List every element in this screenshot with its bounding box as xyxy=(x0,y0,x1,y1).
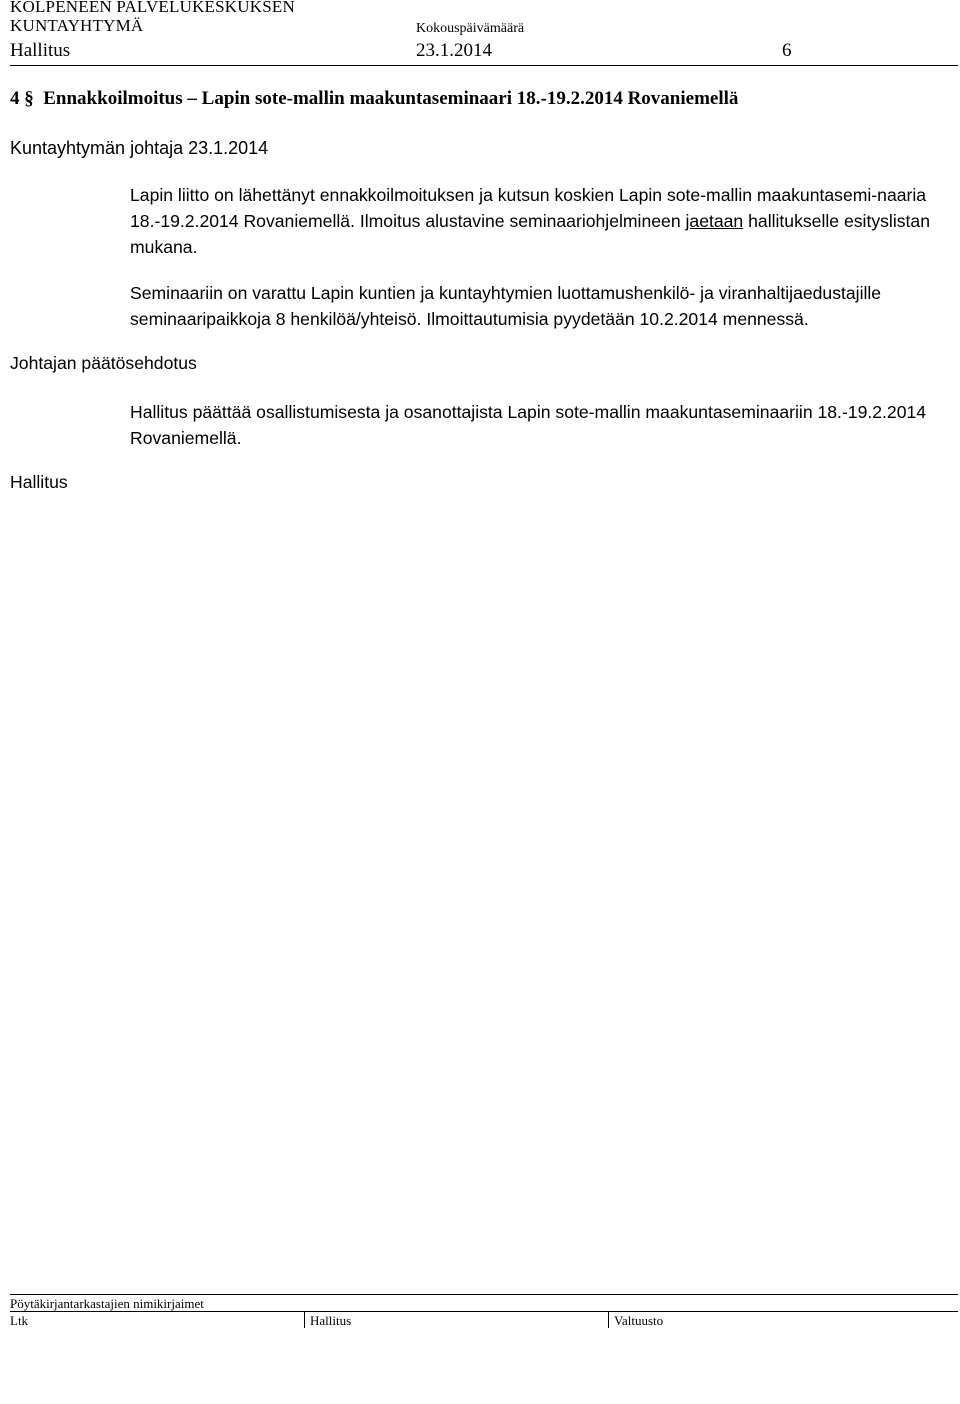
underlined-word: jaetaan xyxy=(685,211,744,231)
paragraph-invitation xyxy=(130,182,952,260)
meeting-date: 23.1.2014 xyxy=(416,40,492,61)
meeting-date-label: Kokouspäivämäärä xyxy=(416,21,525,36)
footer-col-hallitus: Hallitus xyxy=(310,1313,352,1328)
agenda-item-title xyxy=(10,88,738,110)
paragraph-seats: Seminaariin on varattu Lapin kuntien ja kuntayhtymien luottamushenkilö- ja viranhaltijaedustajille seminaaripaikkoja 8 henkilöä/yhteisö. Ilmoittautumisia pyydetään 10.2.2014 mennessä. xyxy=(130,283,882,329)
proposal-label: Johtajan päätösehdotus xyxy=(10,353,197,373)
footer-divider xyxy=(10,1294,958,1295)
item-title-text: Ennakkoilmoitus – Lapin sote-mallin maakuntaseminaari 18.-19.2.2014 Rovaniemellä xyxy=(43,88,739,109)
governing-body: Hallitus xyxy=(10,40,71,61)
paragraph-text: hallitukselle esityslistan mukana. xyxy=(130,211,931,257)
footer-col-ltk: Ltk xyxy=(10,1313,29,1328)
organization-name-line2: KUNTAYHTYMÄ xyxy=(10,16,144,35)
page-number: 6 xyxy=(782,40,792,61)
header-divider xyxy=(10,65,958,66)
footer-row-divider xyxy=(10,1311,958,1312)
footer-title: Pöytäkirjantarkastajien nimikirjaimet xyxy=(10,1296,204,1311)
paragraph-text: Lapin liitto on lähettänyt ennakkoilmoituksen ja kutsun koskien Lapin sote-mallin maakuntasemi-naaria 18.-19.2.2014 Rovaniemellä. Ilmoitus alustavine seminaariohjelmineen xyxy=(130,185,927,231)
decision-label: Hallitus xyxy=(10,472,68,492)
footer-col-valtuusto: Valtuusto xyxy=(614,1313,664,1328)
presenter-line: Kuntayhtymän johtaja 23.1.2014 xyxy=(10,138,269,158)
proposal-text: Hallitus päättää osallistumisesta ja osanottajista Lapin sote-mallin maakuntaseminaariin 18.-19.2.2014 Rovaniemellä. xyxy=(130,402,927,448)
organization-name-line1: KOLPENEEN PALVELUKESKUKSEN xyxy=(10,0,295,16)
footer-col-separator xyxy=(304,1311,305,1328)
footer-col-separator xyxy=(608,1311,609,1328)
section-number: 4 § xyxy=(10,88,34,109)
